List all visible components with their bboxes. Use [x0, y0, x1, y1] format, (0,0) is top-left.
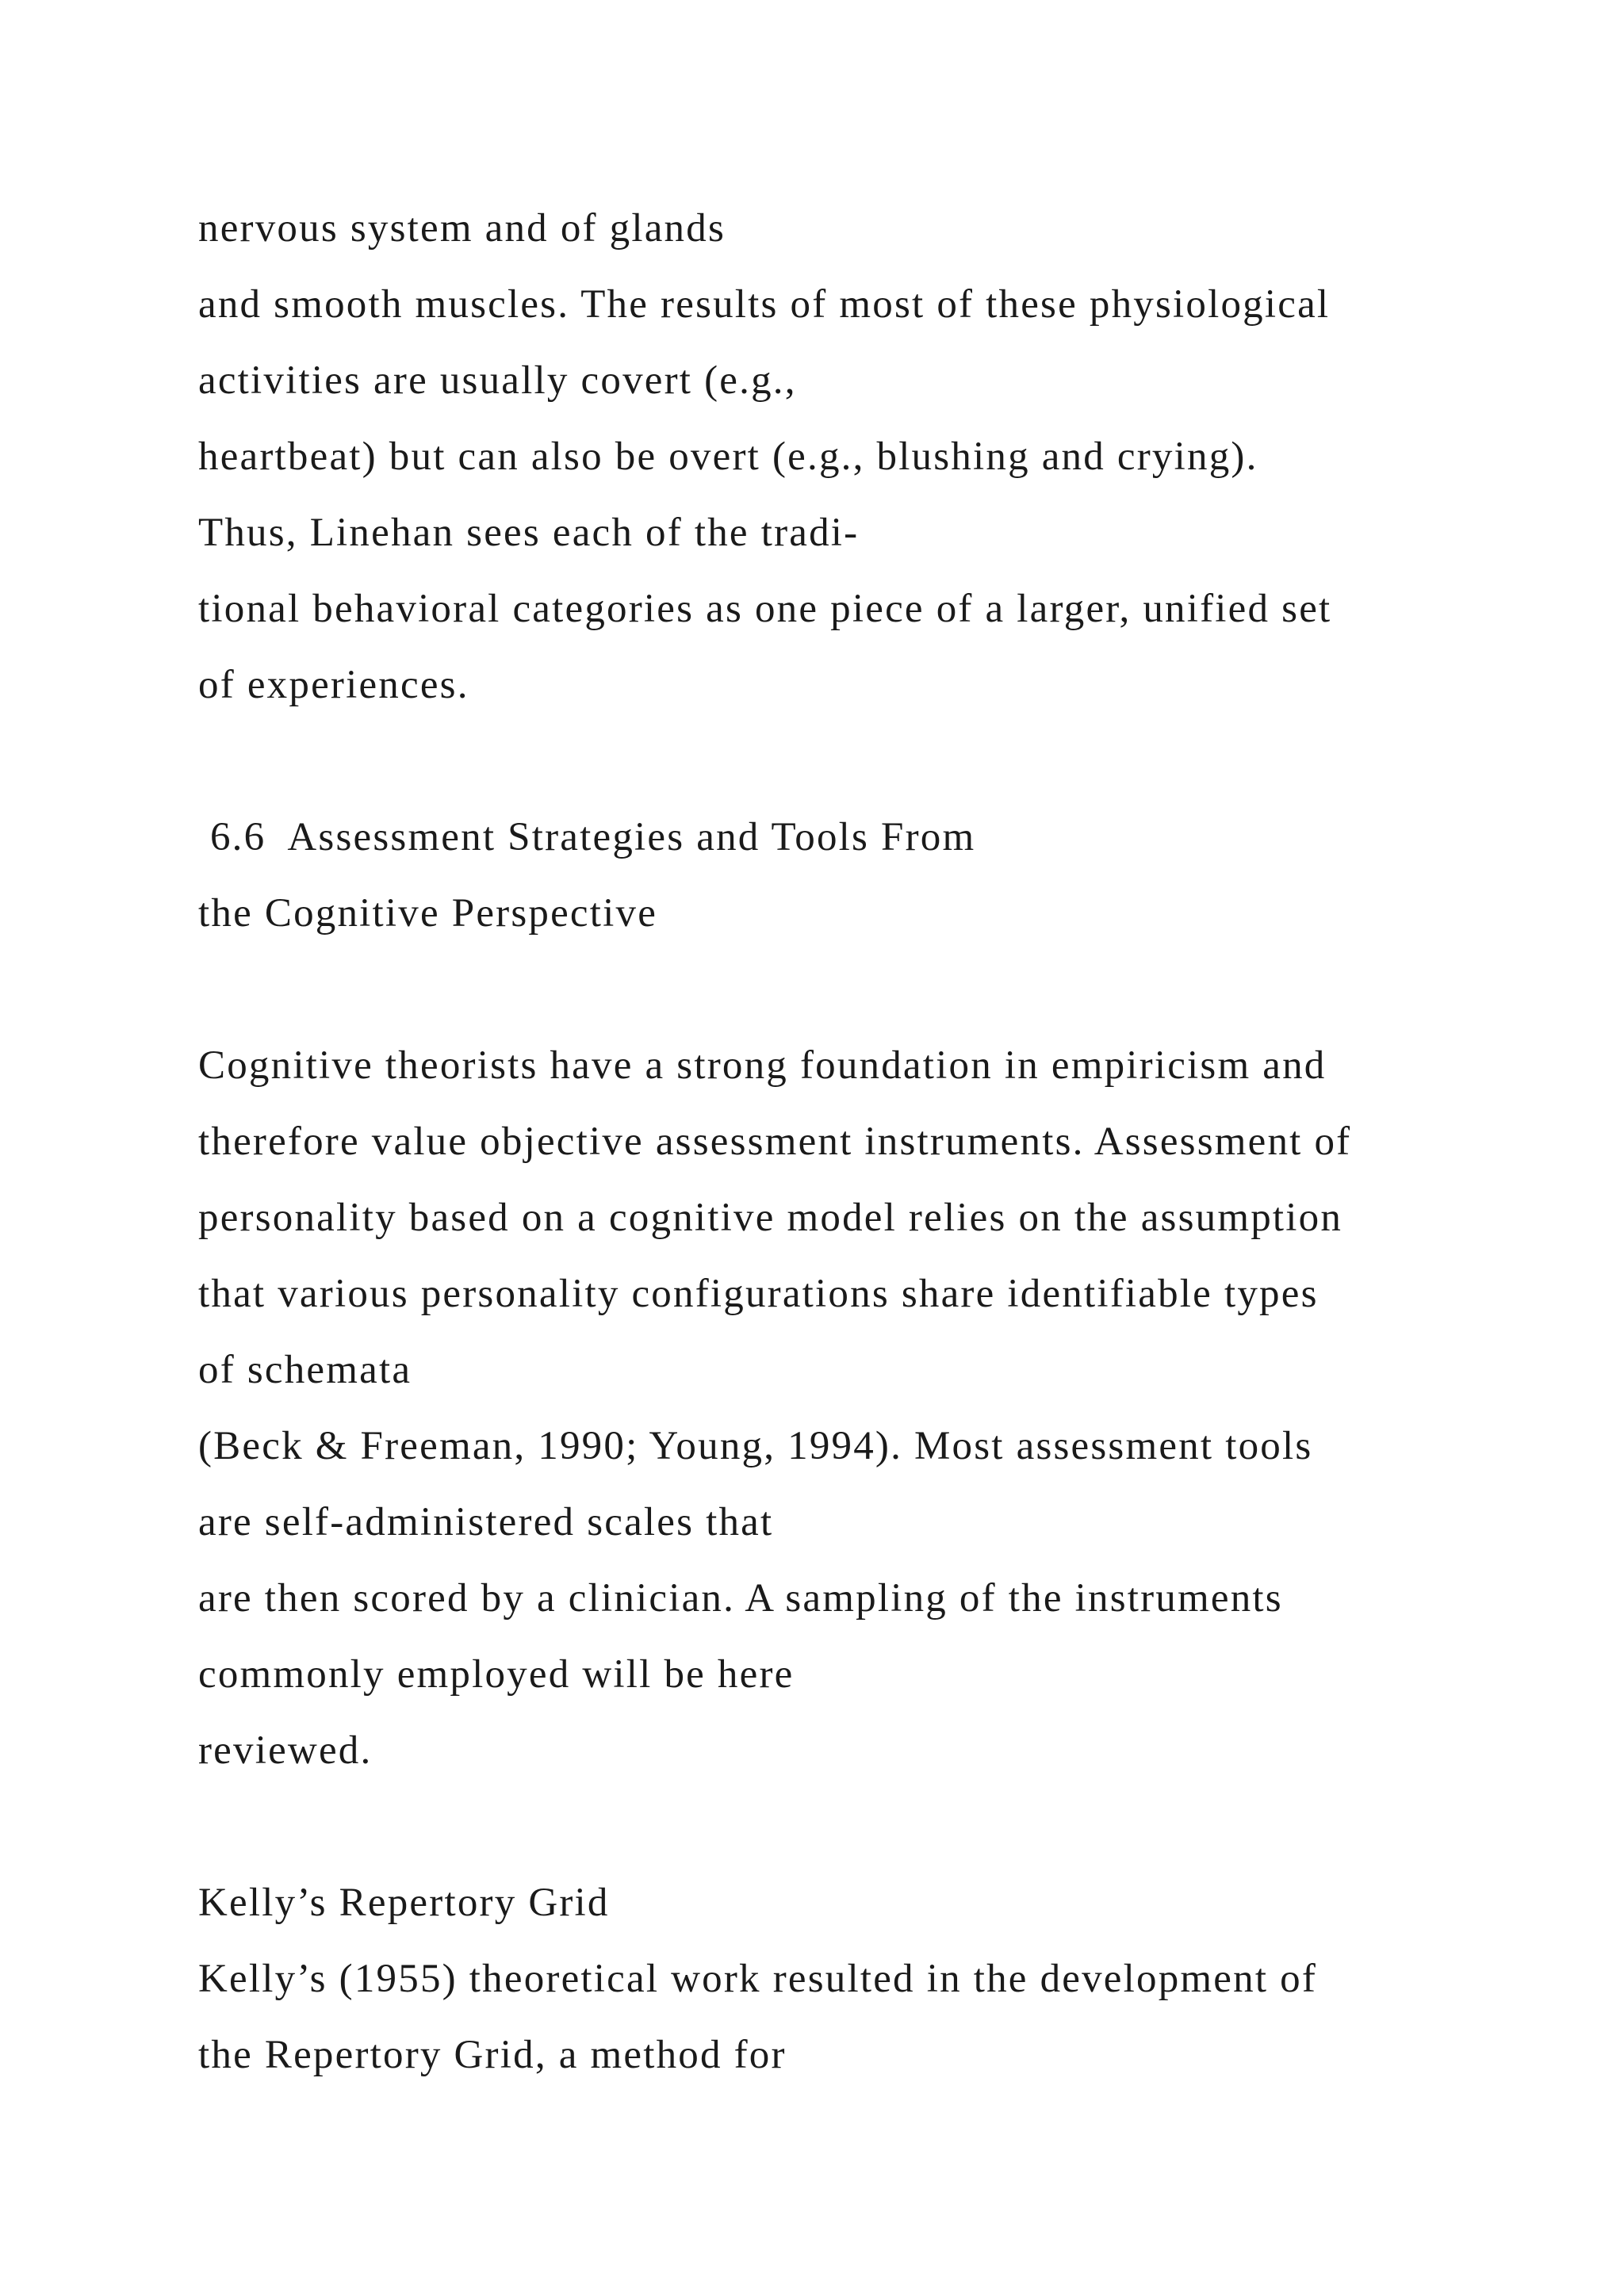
- text-line: that various personality configurations share identifiable types: [198, 1272, 1319, 1316]
- text-line: activities are usually covert (e.g.,: [198, 358, 797, 403]
- text-line: (Beck & Freeman, 1990; Young, 1994). Most assessment tools: [198, 1424, 1313, 1468]
- spacer: [198, 1789, 1546, 1865]
- subheading-line: Kelly’s Repertory Grid: [198, 1881, 610, 1925]
- text-line: are self-administered scales that: [198, 1500, 774, 1544]
- text-line: the Repertory Grid, a method for: [198, 2033, 787, 2077]
- text-line: commonly employed will be here: [198, 1652, 795, 1697]
- document-page: [198, 190, 1546, 2093]
- paragraph-physiology: [198, 190, 1546, 723]
- spacer: [198, 723, 1546, 799]
- text-line: reviewed.: [198, 1728, 373, 1773]
- text-line: therefore value objective assessment instruments. Assessment of: [198, 1119, 1352, 1164]
- heading-line: the Cognitive Perspective: [198, 891, 658, 936]
- text-line: of schemata: [198, 1348, 412, 1392]
- text-line: and smooth muscles. The results of most of these physiological: [198, 282, 1331, 327]
- section-heading: [198, 799, 1546, 951]
- text-line: tional behavioral categories as one piece of a larger, unified set: [198, 587, 1332, 631]
- text-line: nervous system and of glands: [198, 206, 726, 251]
- text-line: Cognitive theorists have a strong foundation in empiricism and: [198, 1043, 1327, 1088]
- text-line: Kelly’s (1955) theoretical work resulted in the development of: [198, 1957, 1318, 2001]
- text-line: of experiences.: [198, 663, 469, 707]
- text-line: personality based on a cognitive model relies on the assumption: [198, 1196, 1343, 1240]
- text-line: Thus, Linehan sees each of the tradi-: [198, 511, 860, 555]
- paragraph-repertory-grid: [198, 1865, 1546, 2093]
- text-line: heartbeat) but can also be overt (e.g., blushing and crying).: [198, 434, 1258, 479]
- heading-line: 6.6 Assessment Strategies and Tools From: [198, 815, 976, 859]
- paragraph-cognitive-assessment: [198, 1027, 1546, 1789]
- text-line: are then scored by a clinician. A sampling of the instruments: [198, 1576, 1283, 1621]
- spacer: [198, 951, 1546, 1027]
